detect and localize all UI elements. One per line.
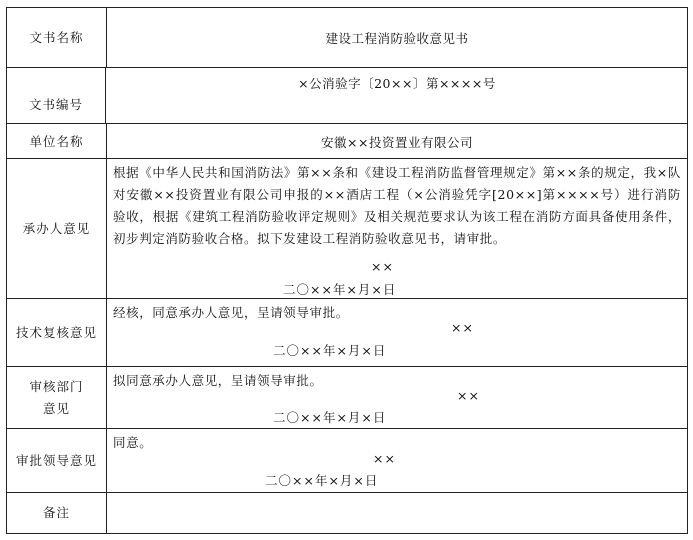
label-technical-review: 技术复核意见 [7,299,107,367]
technical-review-date: 二〇××年×月×日 [273,343,387,358]
row-handler-opinion [7,158,687,299]
row-remarks [7,492,687,533]
handler-date: 二〇××年×月×日 [283,282,397,297]
document-name-value: 建设工程消防验收意见书 [325,30,469,46]
label-handler-opinion: 承办人意见 [7,159,107,299]
approval-form-table [6,7,688,534]
remarks-value [107,493,687,533]
label-unit-name: 单位名称 [7,124,107,159]
audit-department-cell [107,367,687,429]
handler-opinion-cell [107,159,687,299]
document-number-value: ×公消验字〔20××〕第××××号 [298,76,496,91]
row-approving-leader [7,428,687,493]
approving-leader-text: 同意。 [113,435,153,450]
audit-department-date: 二〇××年×月×日 [273,410,387,425]
audit-department-text: 拟同意承办人意见，呈请领导审批。 [113,373,323,388]
label-audit-department-line1: 审核部门 [29,379,84,394]
approving-leader-date: 二〇××年×月×日 [265,473,379,488]
row-technical-review [7,298,687,367]
audit-department-signer: ×× [457,388,480,403]
label-remarks: 备注 [7,493,107,533]
row-document-name [7,8,687,67]
label-document-name: 文书名称 [7,8,107,67]
label-audit-department [7,367,107,429]
handler-signer: ×× [371,259,394,274]
technical-review-cell [107,299,687,367]
approving-leader-cell [107,429,687,493]
approving-leader-signer: ×× [373,451,396,466]
document-number-cell [107,68,687,124]
row-audit-department [7,366,687,429]
row-document-number [7,67,687,124]
row-unit-name [7,123,687,159]
technical-review-signer: ×× [451,320,474,335]
label-audit-department-line2: 意见 [42,401,70,416]
unit-name-value: 安徽××投资置业有限公司 [321,134,473,150]
handler-opinion-text: 根据《中华人民共和国消防法》第××条和《建设工程消防监督管理规定》第××条的规定，我×队对安徽××投资置业有限公司申报的××酒店工程（×公消验凭字[20××]第××××号）进行消防验收，根据《建筑工程消防验收评定规则》及相关规范要求认为该工程在消防方面具备使用条件，初步判定消防验收合格。拟下发建设工程消防验收意见书，请审批。 [113,165,681,246]
label-document-number: 文书编号 [7,68,106,124]
technical-review-text: 经核，同意承办人意见，呈请领导审批。 [113,305,349,320]
label-approving-leader: 审批领导意见 [7,429,107,493]
